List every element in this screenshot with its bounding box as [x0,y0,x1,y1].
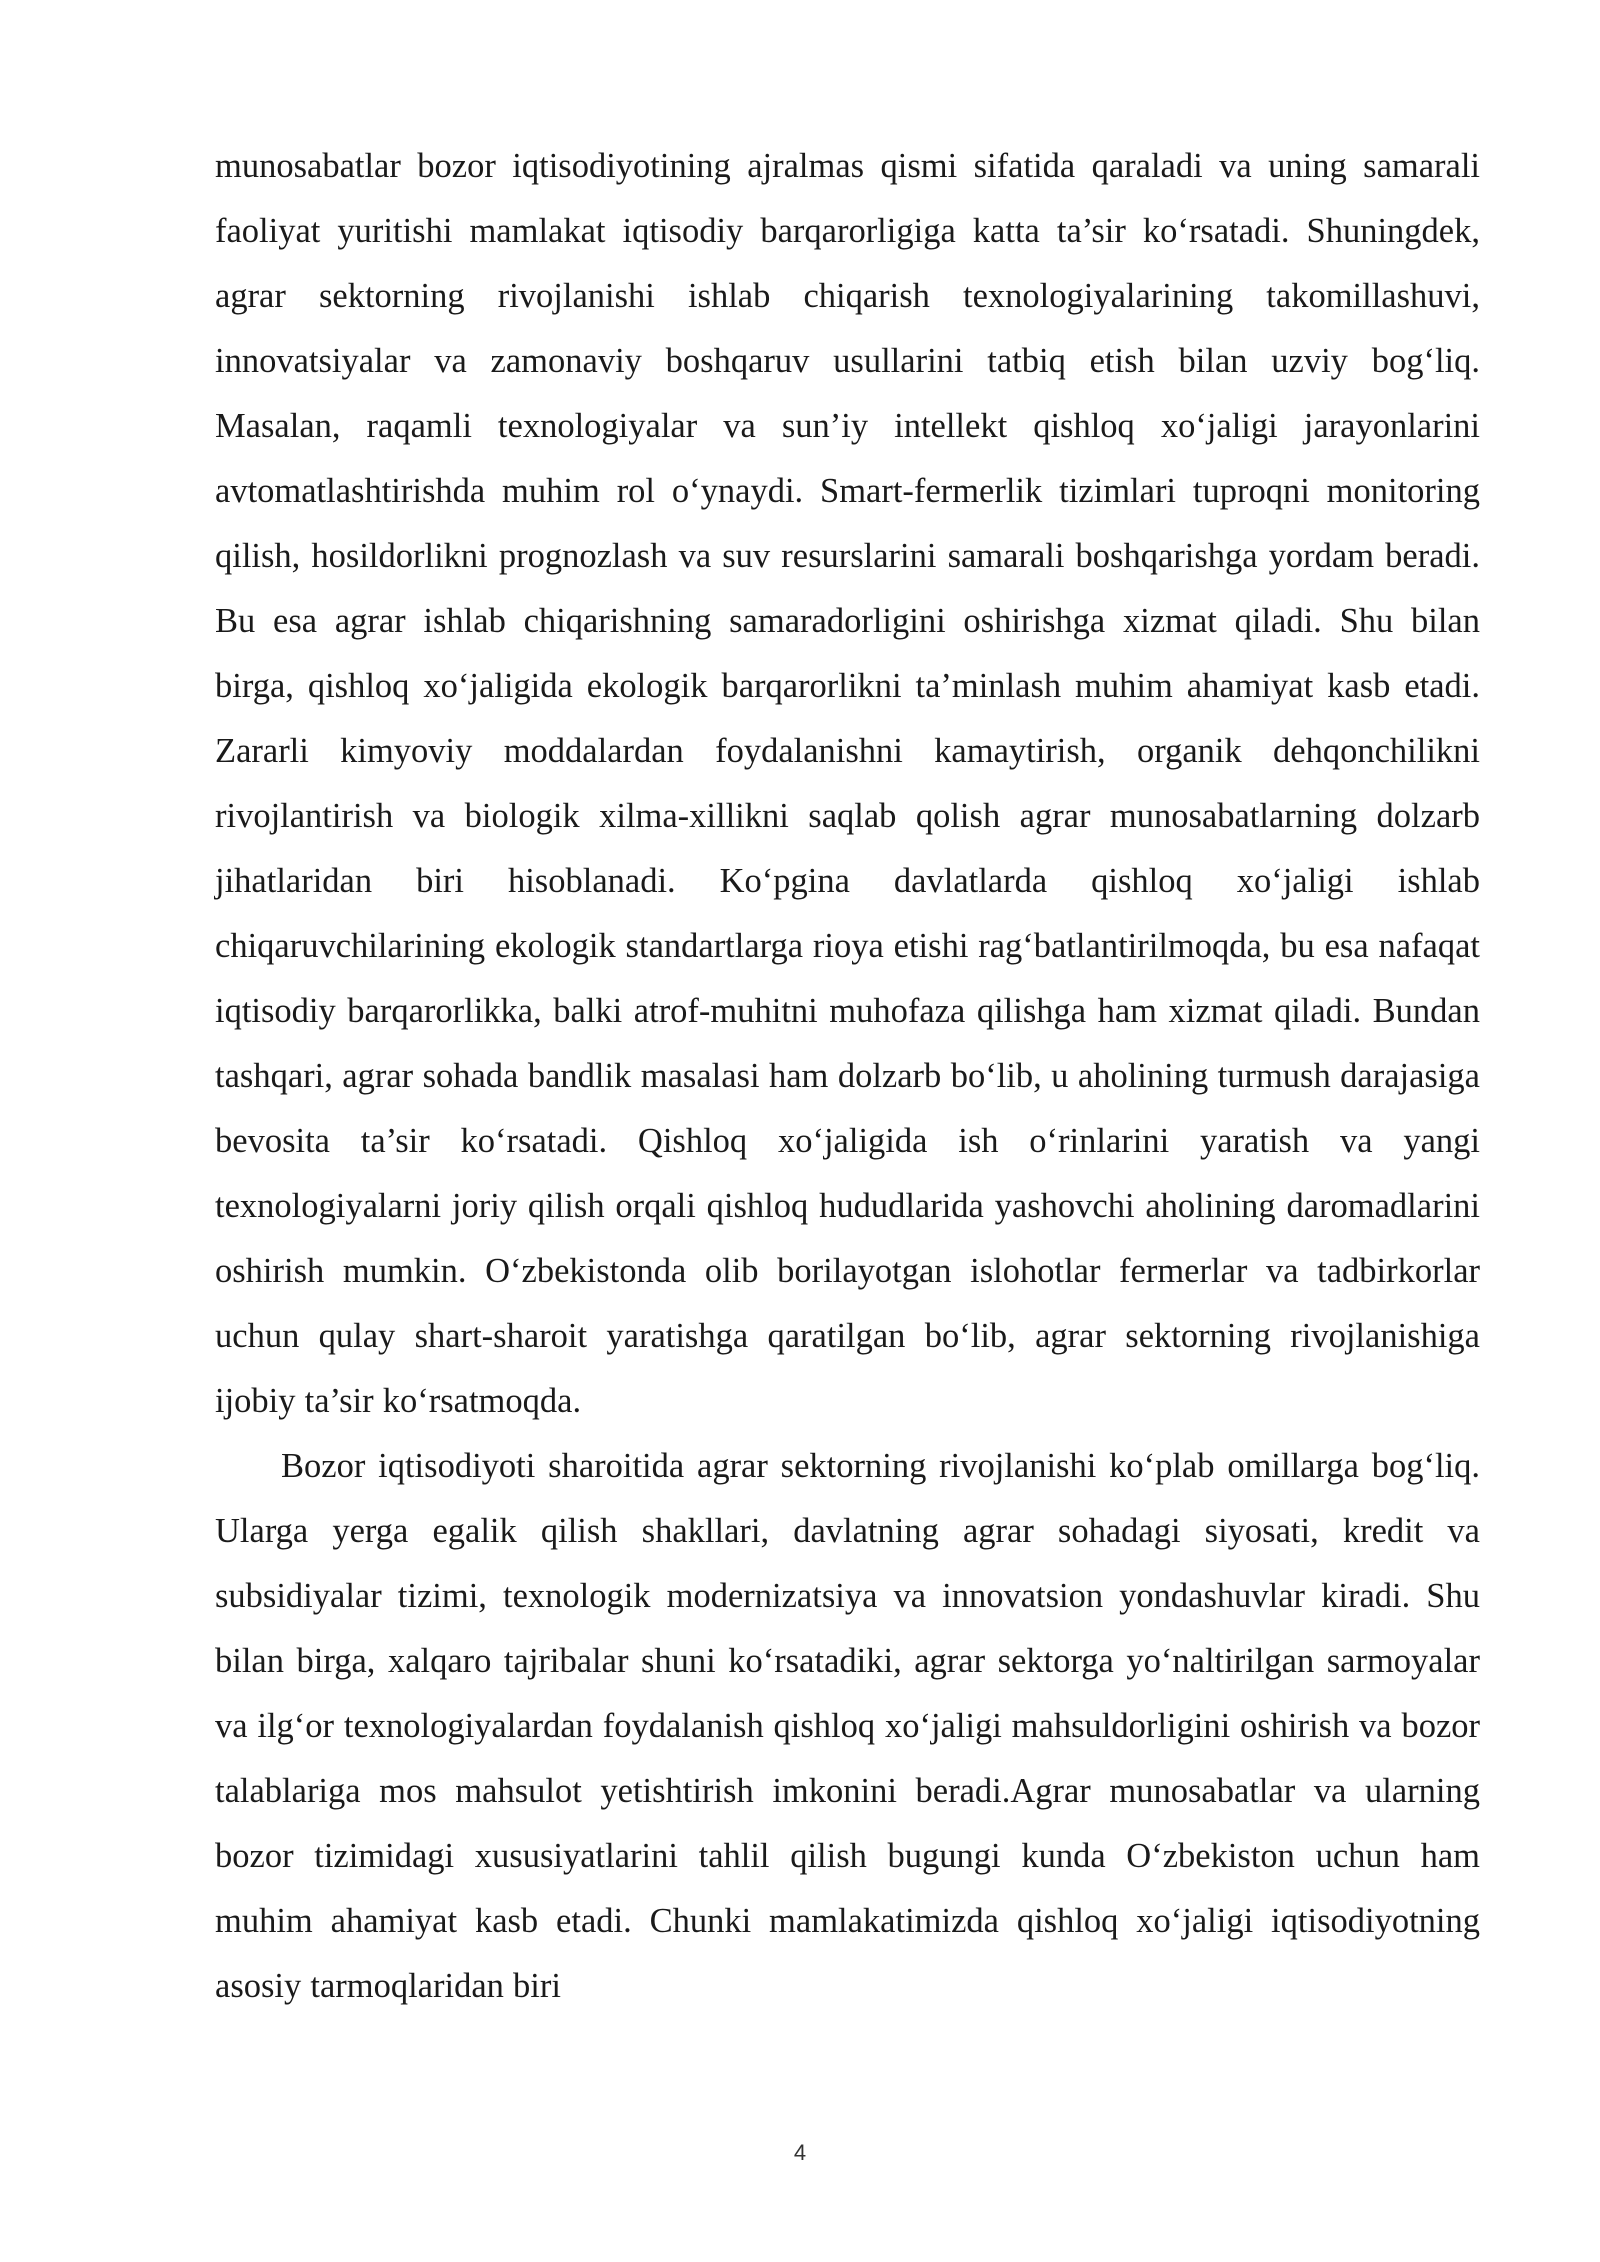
page-number: 4 [793,2140,807,2165]
paragraph: Bozor iqtisodiyoti sharoitida agrar sektorning rivojlanishi ko‘plab omillarga bog‘liq. Ularga yerga egalik qilish shakllari, davlatning agrar sohadagi siyosati, kredit va subsidiyalar tizimi, texnologik modernizatsiya va innovatsion yondashuvlar kiradi. Shu bilan birga, xalqaro tajribalar shuni ko‘rsatadiki, agrar sektorga yo‘naltirilgan sarmoyalar va ilg‘or texnologiyalardan foydalanish qishloq xo‘jaligi mahsuldorligini oshirish va bozor talablariga mos mahsulot yetishtirish imkonini beradi.Agrar munosabatlar va ularning bozor tizimidagi xususiyatlarini tahlil qilish bugungi kunda O‘zbekiston uchun ham muhim ahamiyat kasb etadi. Chunki mamlakatimizda qishloq xo‘jaligi iqtisodiyotning asosiy tarmoqlaridan biri [215,1447,1480,2005]
paragraph-continued: munosabatlar bozor iqtisodiyotining ajralmas qismi sifatida qaraladi va uning samarali faoliyat yuritishi mamlakat iqtisodiy barqarorligiga katta ta’sir ko‘rsatadi. Shuningdek, agrar sektorning rivojlanishi ishlab chiqarish texnologiyalarining takomillashuvi, innovatsiyalar va zamonaviy boshqaruv usullarini tatbiq etish bilan uzviy bog‘liq. Masalan, raqamli texnologiyalar va sun’iy intellekt qishloq xo‘jaligi jarayonlarini avtomatlashtirishda muhim rol o‘ynaydi. Smart-fermerlik tizimlari tuproqni monitoring qilish, hosildorlikni prognozlash va suv resurslarini samarali boshqarishga yordam beradi. Bu esa agrar ishlab chiqarishning samaradorligini oshirishga xizmat qiladi. Shu bilan birga, qishloq xo‘jaligida ekologik barqarorlikni ta’minlash muhim ahamiyat kasb etadi. Zararli kimyoviy moddalardan foydalanishni kamaytirish, organik dehqonchilikni rivojlantirish va biologik xilma-xillikni saqlab qolish agrar munosabatlarning dolzarb jihatlaridan biri hisoblanadi. Ko‘pgina davlatlarda qishloq xo‘jaligi ishlab chiqaruvchilarining ekologik standartlarga rioya etishi rag‘batlantirilmoqda, bu esa nafaqat iqtisodiy barqarorlikka, balki atrof-muhitni muhofaza qilishga ham xizmat qiladi. Bundan tashqari, agrar sohada bandlik masalasi ham dolzarb bo‘lib, u aholining turmush darajasiga bevosita ta’sir ko‘rsatadi. Qishloq xo‘jaligida ish o‘rinlarini yaratish va yangi texnologiyalarni joriy qilish orqali qishloq hududlarida yashovchi aholining daromadlarini oshirish mumkin. O‘zbekistonda olib borilayotgan islohotlar fermerlar va tadbirkorlar uchun qulay shart-sharoit yaratishga qaratilgan bo‘lib, agrar sektorning rivojlanishiga ijobiy ta’sir ko‘rsatmoqda. [215,147,1480,1420]
body-text [215,134,1480,2019]
